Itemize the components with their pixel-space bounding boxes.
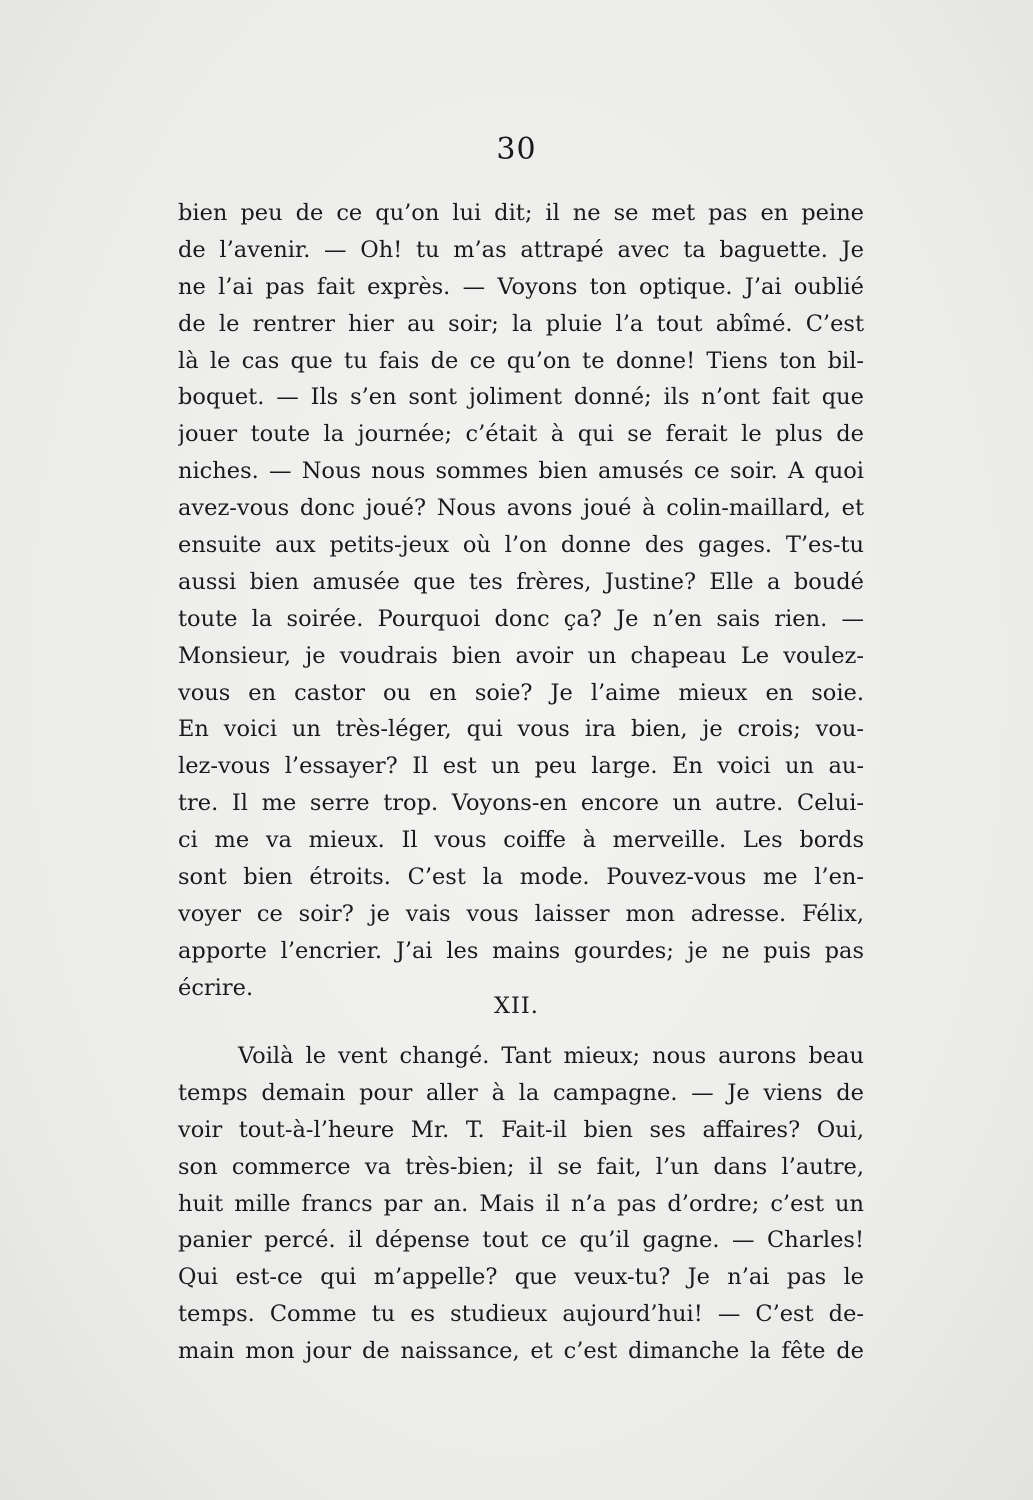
section-heading: XII. bbox=[494, 993, 539, 1019]
text-line: main mon jour de naissance, et c’est dimanche la fête de bbox=[178, 1338, 864, 1365]
text-line: écrire. bbox=[178, 974, 254, 1001]
text-line: voyer ce soir? je vais vous laisser mon adresse. Félix, bbox=[178, 900, 864, 927]
text-line: apporte l’encrier. J’ai les mains gourdes; je ne puis pas bbox=[178, 937, 864, 964]
text-line: ne l’ai pas fait exprès. — Voyons ton optique. J’ai oublié bbox=[178, 273, 864, 300]
text-line: de le rentrer hier au soir; la pluie l’a tout abîmé. C’est bbox=[178, 310, 864, 337]
text-line: En voici un très-léger, qui vous ira bien, je crois; vou- bbox=[178, 716, 864, 743]
text-line: Qui est-ce qui m’appelle? que veux-tu? Je n’ai pas le bbox=[178, 1264, 864, 1291]
text-line: bien peu de ce qu’on lui dit; il ne se met pas en peine bbox=[178, 200, 864, 226]
text-line: lez-vous l’essayer? Il est un peu large. En voici un au- bbox=[178, 753, 864, 780]
text-line: son commerce va très-bien; il se fait, l’un dans l’autre, bbox=[178, 1153, 864, 1180]
paragraph-two bbox=[178, 1038, 864, 1370]
text-line: niches. — Nous nous sommes bien amusés ce soir. A quoi bbox=[178, 458, 864, 485]
text-line: ensuite aux petits-jeux où l’on donne des gages. T’es-tu bbox=[178, 532, 864, 559]
text-line: ci me va mieux. Il vous coiffe à merveille. Les bords bbox=[178, 827, 864, 854]
paragraph-one bbox=[178, 195, 864, 1007]
text-line: temps. Comme tu es studieux aujourd’hui! — C’est de- bbox=[178, 1301, 864, 1328]
text-line: avez-vous donc joué? Nous avons joué à colin-maillard, et bbox=[178, 495, 864, 522]
text-line: toute la soirée. Pourquoi donc ça? Je n’en sais rien. — bbox=[178, 605, 864, 632]
text-line: là le cas que tu fais de ce qu’on te donne! Tiens ton bil- bbox=[178, 347, 864, 374]
text-line: tre. Il me serre trop. Voyons-en encore un autre. Celui- bbox=[178, 790, 864, 817]
text-line: temps demain pour aller à la campagne. — Je viens de bbox=[178, 1079, 864, 1106]
text-line: jouer toute la journée; c’était à qui se ferait le plus de bbox=[178, 421, 864, 448]
text-line: aussi bien amusée que tes frères, Justine? Elle a boudé bbox=[178, 568, 864, 595]
text-line: sont bien étroits. C’est la mode. Pouvez-vous me l’en- bbox=[178, 864, 864, 891]
text-line: Voilà le vent changé. Tant mieux; nous aurons beau bbox=[238, 1043, 864, 1069]
text-line: Monsieur, je voudrais bien avoir un chapeau Le voulez- bbox=[178, 642, 864, 669]
page-number: 30 bbox=[496, 132, 537, 167]
text-line: vous en castor ou en soie? Je l’aime mieux en soie. bbox=[178, 679, 864, 706]
text-line: panier percé. il dépense tout ce qu’il gagne. — Charles! bbox=[178, 1227, 864, 1254]
text-line: huit mille francs par an. Mais il n’a pas d’ordre; c’est un bbox=[178, 1190, 864, 1217]
text-line: boquet. — Ils s’en sont joliment donné; ils n’ont fait que bbox=[178, 384, 864, 411]
text-line: de l’avenir. — Oh! tu m’as attrapé avec ta baguette. Je bbox=[178, 236, 864, 263]
text-line: voir tout-à-l’heure Mr. T. Fait-il bien ses affaires? Oui, bbox=[178, 1116, 864, 1143]
